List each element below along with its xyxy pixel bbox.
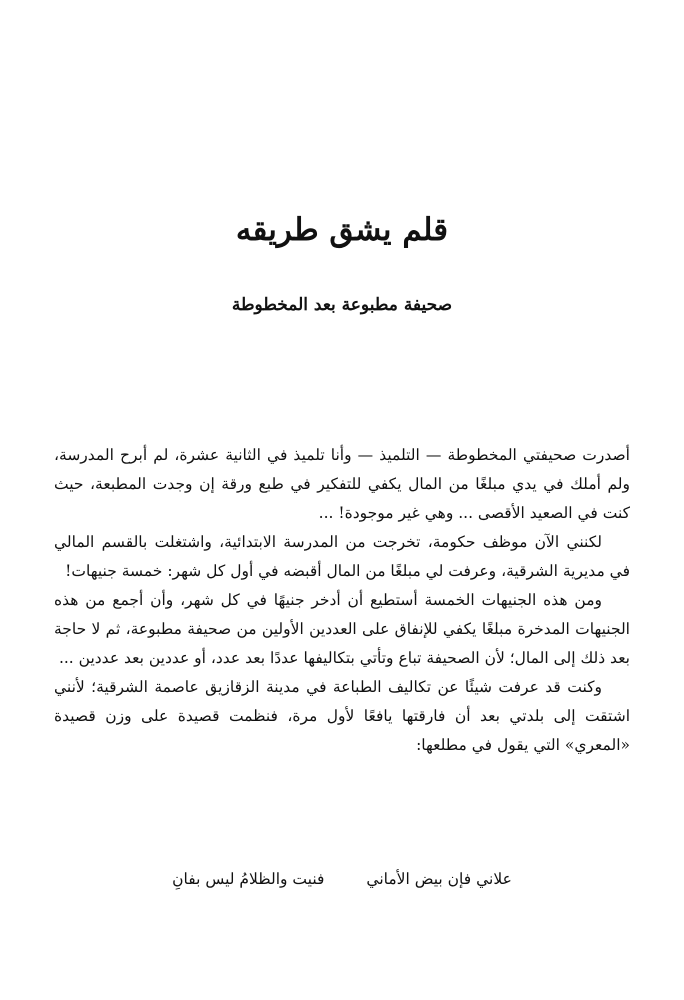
poem-verse [0,864,684,894]
verse-second-hemistich: فنيت والظلامُ ليس بفانِ [172,870,325,888]
paragraph-2: لكنني الآن موظف حكومة، تخرجت من المدرسة الابتدائية، واشتغلت بالقسم المالي في مديرية الشرقية، وعرفت لي مبلغًا من المال أقبضه في أول كل شهر: خمسة جنيهات! [54,533,630,580]
chapter-subtitle: صحيفة مطبوعة بعد المخطوطة [231,295,453,315]
paragraph-3: ومن هذه الجنيهات الخمسة أستطيع أن أدخر جنيهًا في كل شهر، وأن أجمع من هذه الجنيهات المدخرة مبلغًا يكفي للإنفاق على العددين الأولين من صحيفة مطبوعة، ثم لا حاجة بعد ذلك إلى المال؛ لأن الصحيفة تباع وتأتي بتكاليفها عددًا بعد عدد، أو عددين بعد عددين ... [54,591,630,667]
paragraph-4: وكنت قد عرفت شيئًا عن تكاليف الطباعة في مدينة الزقازيق عاصمة الشرقية؛ لأنني اشتقت إلى بلدتي بعد أن فارقتها يافعًا لأول مرة، فنظمت قصيدة على وزن قصيدة «المعري» التي يقول في مطلعها: [54,678,630,754]
paragraph-1: أصدرت صحيفتي المخطوطة — التلميذ — وأنا تلميذ في الثانية عشرة، لم أبرح المدرسة، ولم أملك في يدي مبلغًا من المال يكفي للتفكير في طبع ورقة إن وجدت المطبعة، حيث كنت في الصعيد الأقصى ... وهي غير موجودة! ... [54,446,630,522]
chapter-title: قلم يشق طريقه [235,212,449,248]
verse-first-hemistich: علاني فإن بيض الأماني [366,870,512,888]
chapter-body [54,441,630,760]
